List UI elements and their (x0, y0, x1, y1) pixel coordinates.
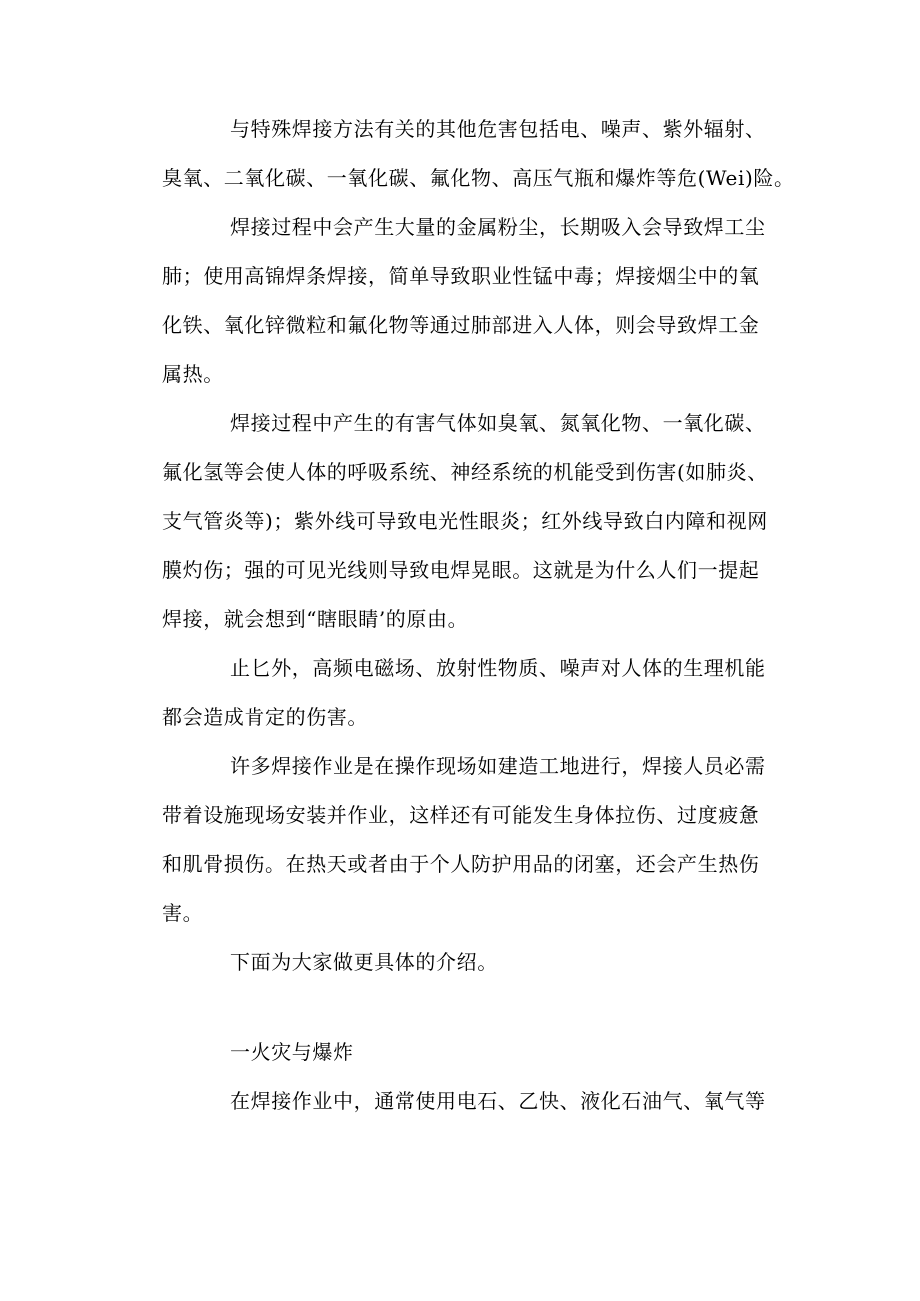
paragraph-2-line-1: 焊接过程中会产生大量的金属粉尘，长期吸入会导致焊工尘 (230, 215, 766, 239)
paragraph-5-line-2: 带着设施现场安装并作业，这样还有可能发生身体拉伤、过度疲惫 (162, 803, 760, 827)
paragraph-6-line-1: 下面为大家做更具体的介绍。 (230, 950, 498, 974)
paragraph-1-line-1: 与特殊焊接方法有关的其他危害包括电、噪声、紫外辐射、 (230, 117, 766, 141)
section-heading: 一火灾与爆炸 (230, 1040, 354, 1064)
paragraph-3-line-5: 焊接，就会想到“瞎眼睛’的原由。 (162, 607, 469, 631)
paragraph-4-line-1: 止匕外，高频电磁场、放射性物质、噪声对人体的生理机能 (230, 656, 766, 680)
paragraph-5-line-4: 害。 (162, 901, 204, 925)
paragraph-3-line-2: 氟化氢等会使人体的呼吸系统、神经系统的机能受到伤害(如肺炎、 (162, 460, 768, 484)
paragraph-3-line-1: 焊接过程中产生的有害气体如臭氧、氮氧化物、一氧化碳、 (230, 411, 766, 435)
paragraph-2-line-4: 属热。 (162, 362, 224, 386)
paragraph-3-line-3: 支气管炎等)；紫外线可导致电光性眼炎；红外线导致白内障和视网 (162, 509, 768, 533)
paragraph-2-line-3: 化铁、氧化锌微粒和氟化物等通过肺部进入人体，则会导致焊工金 (162, 313, 760, 337)
paragraph-5-line-1: 许多焊接作业是在操作现场如建造工地进行，焊接人员必需 (230, 754, 766, 778)
paragraph-3-line-4: 膜灼伤；强的可见光线则导致电焊晃眼。这就是为什么人们一提起 (162, 558, 760, 582)
paragraph-4-line-2: 都会造成肯定的伤害。 (162, 705, 368, 729)
paragraph-7-line-1: 在焊接作业中，通常使用电石、乙快、液化石油气、氧气等 (230, 1089, 766, 1113)
paragraph-5-line-3: 和肌骨损伤。在热天或者由于个人防护用品的闭塞，还会产生热伤 (162, 852, 760, 876)
paragraph-2-line-2: 肺；使用高锦焊条焊接，简单导致职业性锰中毒；焊接烟尘中的氧 (162, 264, 760, 288)
paragraph-1-line-2: 臭氧、二氧化碳、一氧化碳、氟化物、高压气瓶和爆炸等危(Wei)险。 (162, 166, 795, 190)
